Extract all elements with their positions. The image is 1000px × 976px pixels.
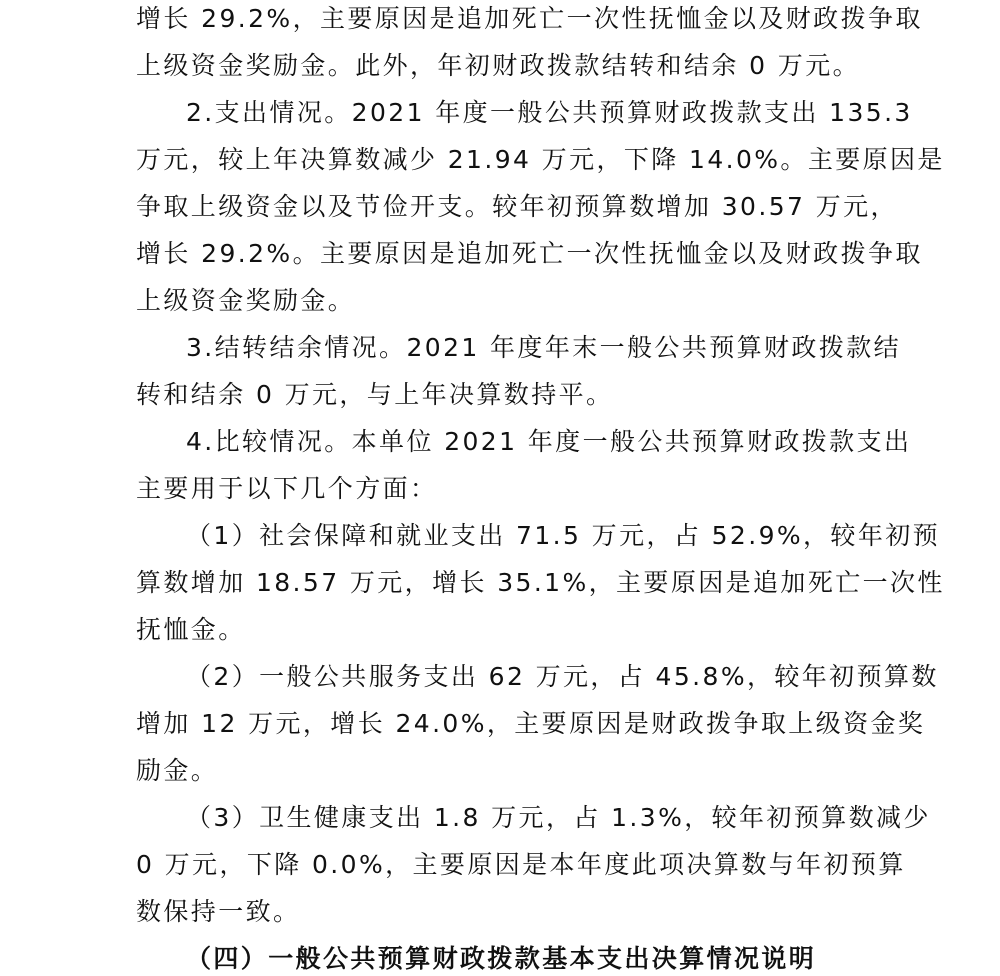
body-text-line: 数保持一致。 (136, 897, 301, 926)
body-text-line: （2）一般公共服务支出 62 万元，占 45.8%，较年初预算数 (186, 662, 939, 691)
body-text-line: （3）卫生健康支出 1.8 万元，占 1.3%，较年初预算数减少 (186, 803, 931, 832)
body-text-line: 争取上级资金以及节俭开支。较年初预算数增加 30.57 万元， (136, 192, 898, 221)
body-text-line: 增长 29.2%。主要原因是追加死亡一次性抚恤金以及财政拨争取 (136, 239, 923, 268)
body-text-line: 万元，较上年决算数减少 21.94 万元，下降 14.0%。主要原因是 (136, 145, 945, 174)
body-text-line: 4.比较情况。本单位 2021 年度一般公共预算财政拨款支出 (186, 427, 912, 456)
body-text-line: 励金。 (136, 756, 219, 785)
body-text-line: 3.结转结余情况。2021 年度年末一般公共预算财政拨款结 (186, 333, 902, 362)
body-text-line: 算数增加 18.57 万元，增长 35.1%，主要原因是追加死亡一次性 (136, 568, 945, 597)
section-heading: （四）一般公共预算财政拨款基本支出决算情况说明 (186, 944, 817, 973)
body-text-line: 增加 12 万元，增长 24.0%，主要原因是财政拨争取上级资金奖 (136, 709, 926, 738)
body-text-line: 上级资金奖励金。 (136, 286, 356, 315)
body-text-line: 2.支出情况。2021 年度一般公共预算财政拨款支出 135.3 (186, 98, 913, 127)
body-text-line: 主要用于以下几个方面： (136, 474, 438, 503)
body-text-line: （1）社会保障和就业支出 71.5 万元，占 52.9%，较年初预 (186, 521, 941, 550)
body-text-line: 上级资金奖励金。此外，年初财政拨款结转和结余 0 万元。 (136, 51, 861, 80)
body-text-line: 转和结余 0 万元，与上年决算数持平。 (136, 380, 614, 409)
body-text-line: 0 万元，下降 0.0%，主要原因是本年度此项决算数与年初预算 (136, 850, 906, 879)
body-text-line: 增长 29.2%，主要原因是追加死亡一次性抚恤金以及财政拨争取 (136, 4, 923, 33)
body-text-line: 抚恤金。 (136, 615, 246, 644)
